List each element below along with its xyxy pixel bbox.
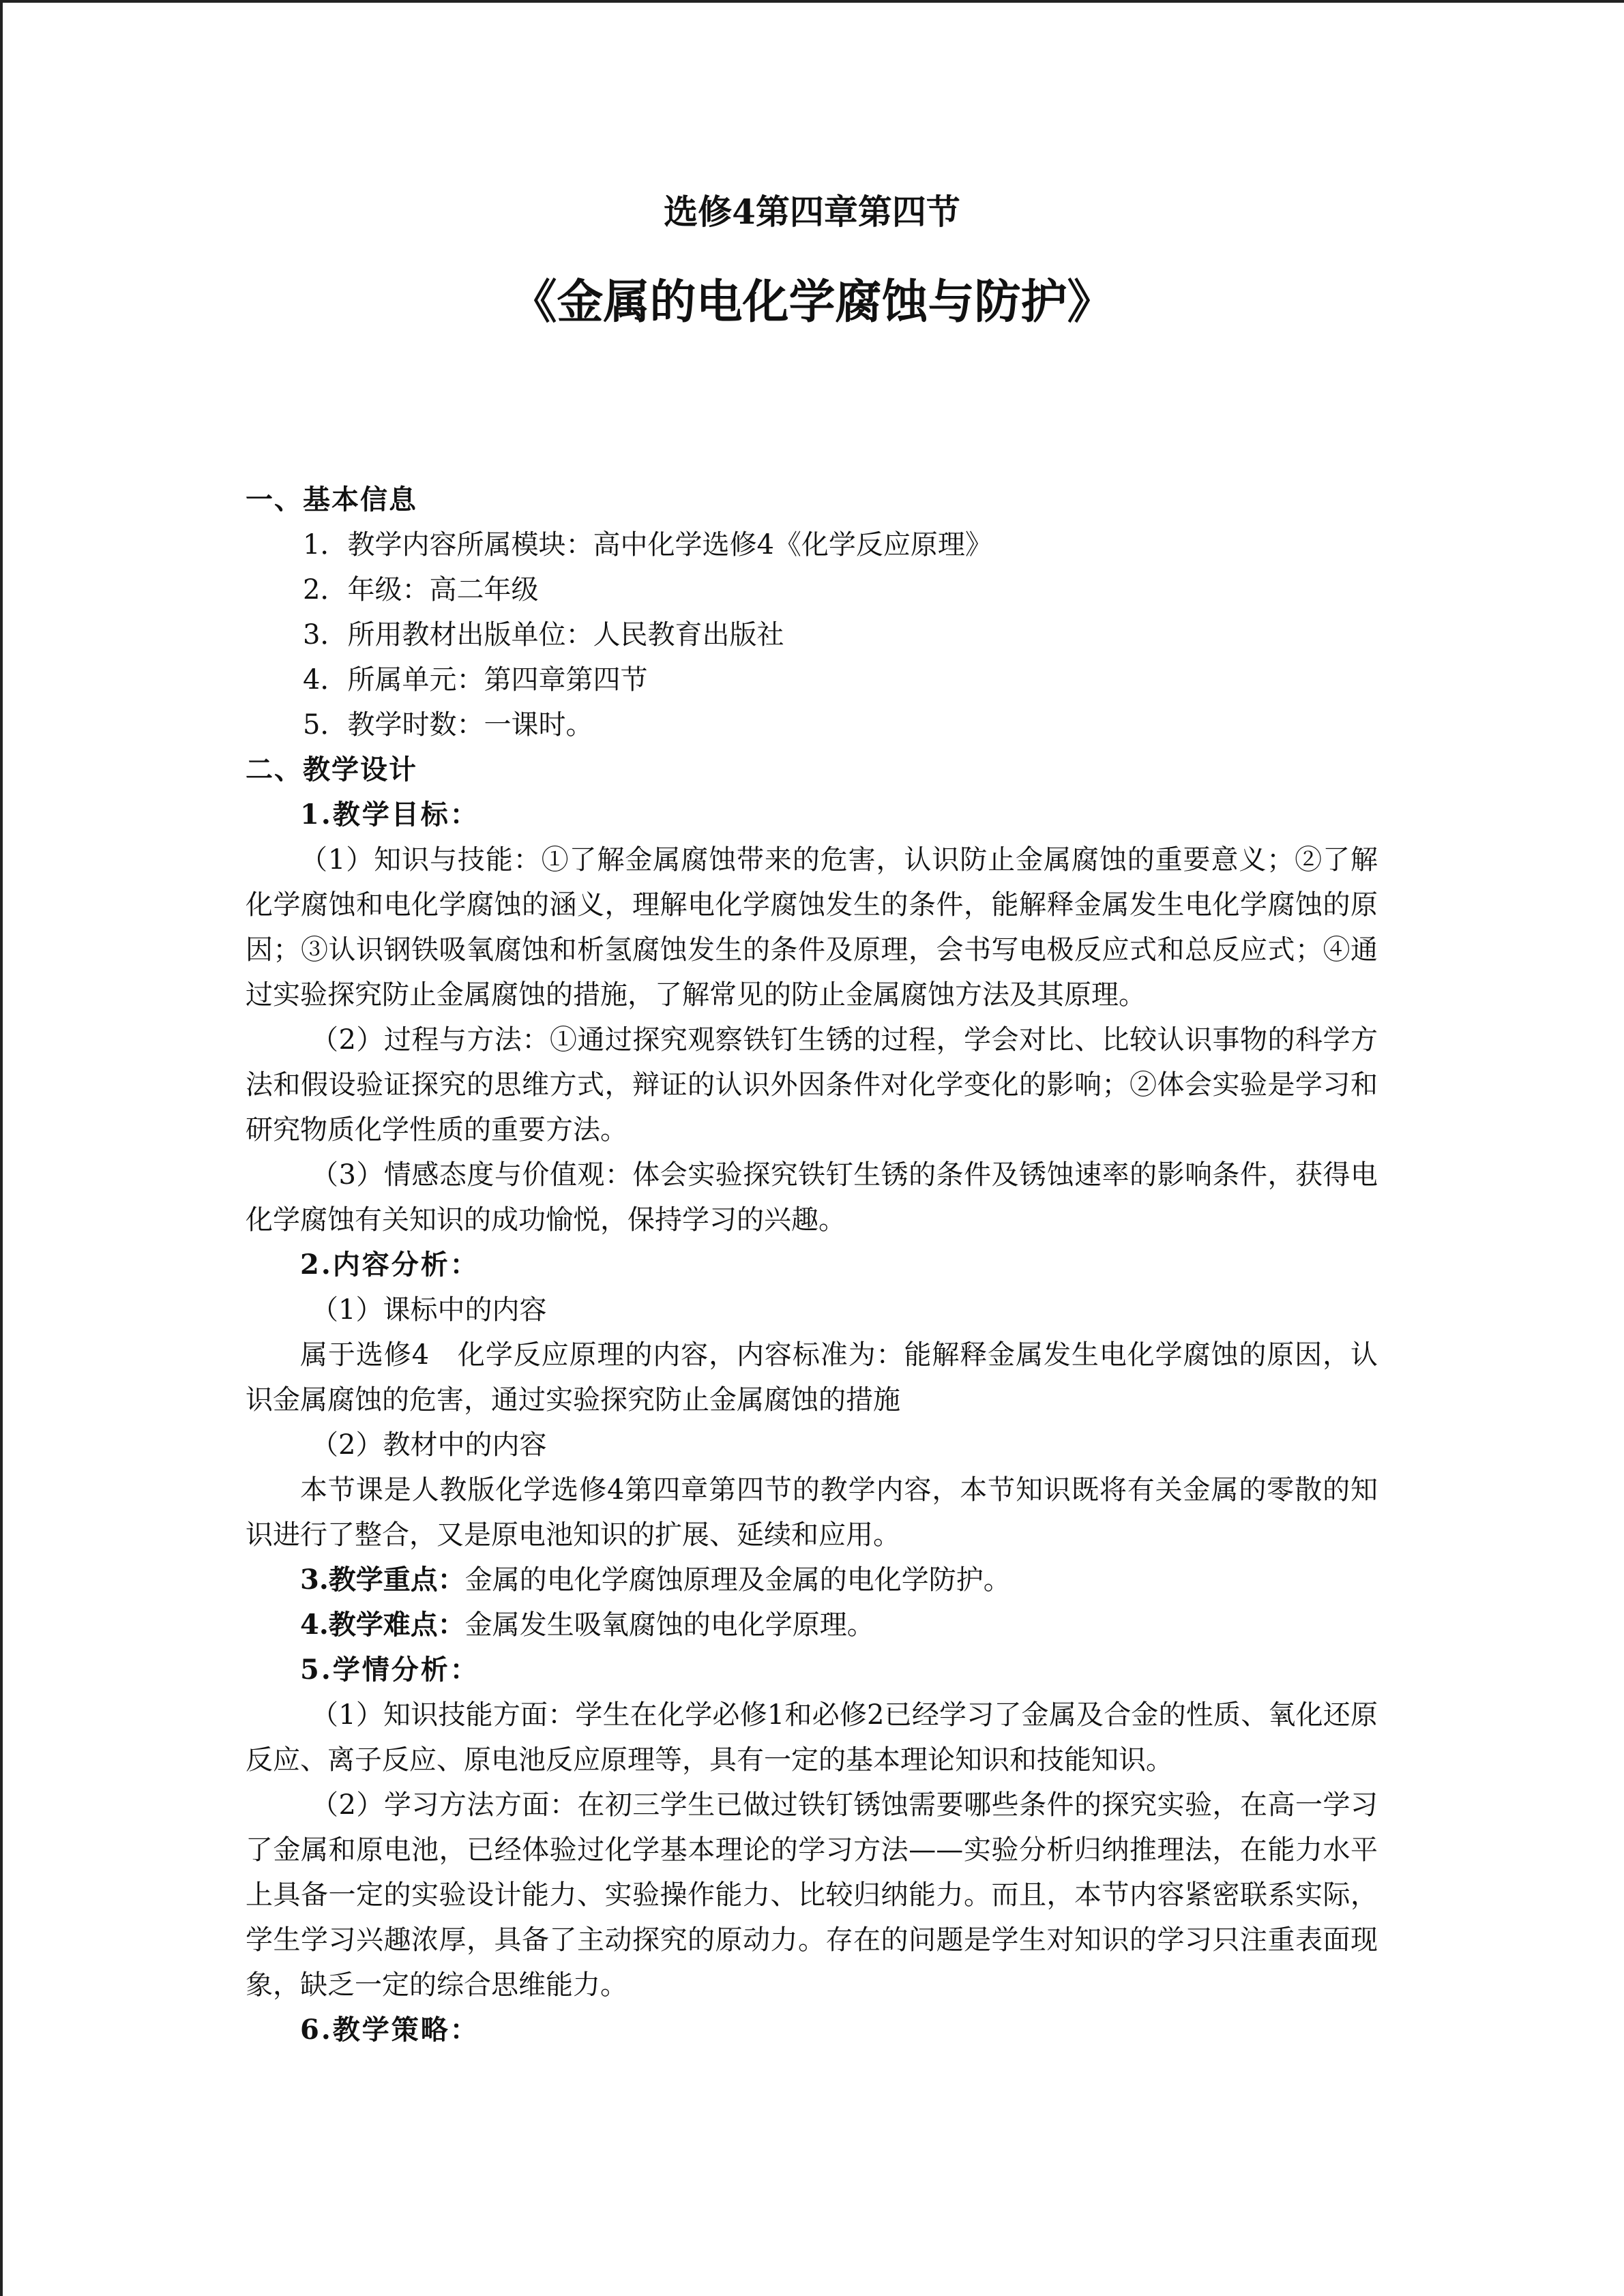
page-border-left — [0, 0, 3, 2296]
info-item-hours: 5．教学时数：一课时。 — [303, 709, 593, 741]
difficulty-paragraph — [246, 1602, 1378, 1648]
curriculum-text: 属于选修4 化学反应原理的内容，内容标准为：能解释金属发生电化学腐蚀的原因，认识金属腐蚀的危害，通过实验探究防止金属腐蚀的措施 — [246, 1339, 1378, 1416]
section-heading-basic-info: 一、基本信息 — [246, 483, 417, 516]
page-border-top — [0, 0, 1624, 3]
info-item-grade: 2．年级：高二年级 — [303, 574, 539, 606]
key-point-text: 金属的电化学腐蚀原理及金属的电化学防护。 — [464, 1564, 1011, 1596]
document-body — [246, 477, 1378, 2053]
subheading-goals: 1.教学目标： — [300, 799, 479, 831]
goal-process-method: （2）过程与方法：①通过探究观察铁钉生锈的过程，学会对比、比较认识事物的科学方法和假设验证探究的思维方式，辩证的认识外因条件对化学变化的影响；②体会实验是学习和研究物质化学性质的重要方法。 — [246, 1024, 1378, 1146]
difficulty-text: 金属发生吸氧腐蚀的电化学原理。 — [464, 1609, 874, 1641]
textbook-text: 本节课是人教版化学选修4第四章第四节的教学内容，本节知识既将有关金属的零散的知识进行了整合，又是原电池知识的扩展、延续和应用。 — [246, 1474, 1378, 1551]
subheading-strategy: 6.教学策略： — [300, 2014, 479, 2046]
key-point-paragraph — [246, 1557, 1378, 1602]
curriculum-subheading: （1）课标中的内容 — [311, 1294, 547, 1326]
subheading-content-analysis: 2.内容分析： — [300, 1249, 479, 1281]
doc-subtitle: 选修4第四章第四节 — [664, 192, 960, 232]
goal-attitude-values: （3）情感态度与价值观：体会实验探究铁钉生锈的条件及锈蚀速率的影响条件，获得电化学腐蚀有关知识的成功愉悦，保持学习的兴趣。 — [246, 1159, 1378, 1236]
info-item-publisher: 3．所用教材出版单位：人民教育出版社 — [303, 619, 784, 651]
info-item-unit: 4．所属单元：第四章第四节 — [303, 664, 648, 696]
difficulty-label: 4.教学难点： — [300, 1609, 465, 1641]
learner-knowledge-skills: （1）知识技能方面：学生在化学必修1和必修2已经学习了金属及合金的性质、氧化还原反应、离子反应、原电池反应原理等，具有一定的基本理论知识和技能知识。 — [246, 1699, 1378, 1776]
goal-knowledge-skills: （1）知识与技能：①了解金属腐蚀带来的危害，认识防止金属腐蚀的重要意义；②了解化学腐蚀和电化学腐蚀的涵义，理解电化学腐蚀发生的条件，能解释金属发生电化学腐蚀的原因；③认识钢铁吸氧腐蚀和析氢腐蚀发生的条件及原理，会书写电极反应式和总反应式；④通过实验探究防止金属腐蚀的措施，了解常见的防止金属腐蚀方法及其原理。 — [246, 844, 1378, 1011]
section-heading-teaching-design: 二、教学设计 — [246, 754, 417, 786]
textbook-subheading: （2）教材中的内容 — [311, 1429, 547, 1461]
key-point-label: 3.教学重点： — [300, 1564, 465, 1596]
doc-title: 《金属的电化学腐蚀与防护》 — [510, 275, 1114, 329]
learner-methods: （2）学习方法方面：在初三学生已做过铁钉锈蚀需要哪些条件的探究实验，在高一学习了金属和原电池，已经体验过化学基本理论的学习方法——实验分析归纳推理法，在能力水平上具备一定的实验设计能力、实验操作能力、比较归纳能力。而且，本节内容紧密联系实际，学生学习兴趣浓厚，具备了主动探究的原动力。存在的问题是学生对知识的学习只注重表面现象，缺乏一定的综合思维能力。 — [246, 1789, 1378, 2001]
subheading-learner-analysis: 5.学情分析： — [300, 1654, 479, 1686]
info-item-module: 1．教学内容所属模块：高中化学选修4《化学反应原理》 — [303, 529, 992, 561]
